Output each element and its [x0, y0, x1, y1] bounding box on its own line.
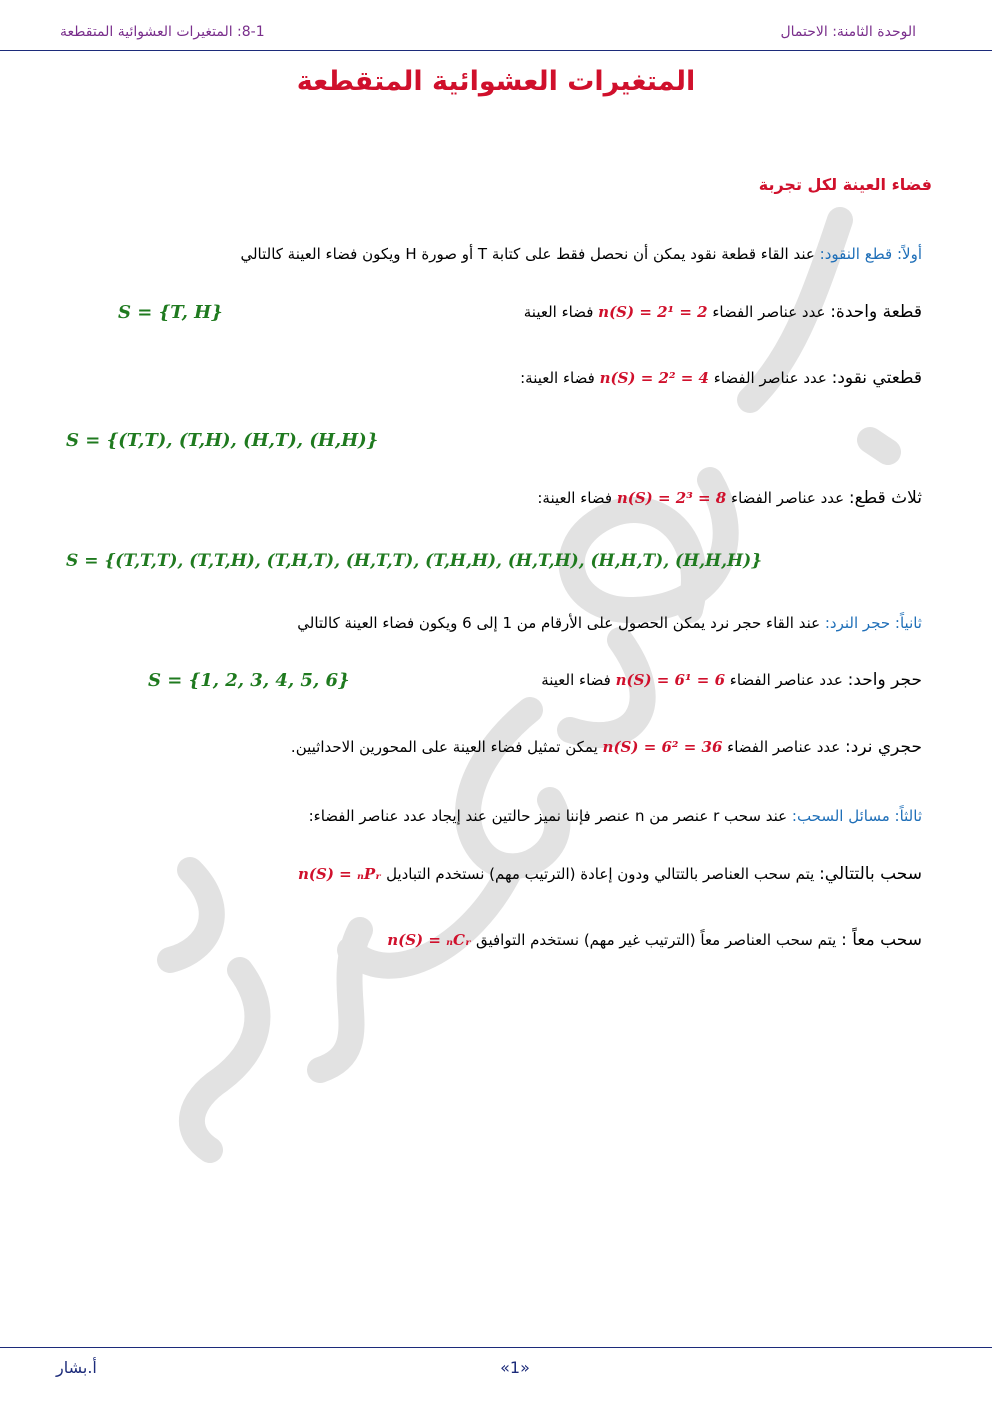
footer-rule — [0, 1347, 992, 1348]
dice-one-label: حجر واحد: — [847, 670, 922, 690]
coins-two-line — [60, 368, 922, 388]
dice-intro: عند القاء حجر نرد يمكن الحصول على الأرقام من 1 إلى 6 ويكون فضاء العينة كالتالي — [297, 614, 821, 632]
dice-one-set: S = {1, 2, 3, 4, 5, 6} — [148, 670, 350, 691]
coins-two-space-label: فضاء العينة: — [520, 369, 595, 387]
draw-together-label: سحب معاً : — [841, 930, 922, 950]
dice-one-formula: n(S) = 6¹ = 6 — [615, 671, 726, 689]
coins-three-space-label: فضاء العينة: — [537, 489, 613, 507]
coins-two-formula: n(S) = 2² = 4 — [599, 369, 709, 387]
dice-two-line — [60, 737, 922, 757]
coins-three-label: ثلاث قطع: — [848, 488, 922, 508]
page-title: المتغيرات العشوائية المتقطعة — [296, 66, 696, 97]
dice-two-formula: n(S) = 6² = 36 — [602, 738, 723, 756]
coins-one-space-label: فضاء العينة — [523, 303, 594, 321]
draw-together-formula: n(S) = ₙCᵣ — [387, 931, 472, 949]
draw-sequential-line — [60, 864, 922, 884]
dice-one-space-label: فضاء العينة — [541, 671, 611, 689]
coins-intro-line — [60, 245, 922, 263]
dice-two-note: يمكن تمثيل فضاء العينة على المحورين الاحداثيين. — [290, 738, 598, 756]
draw-heading: ثالثاً: مسائل السحب: — [791, 807, 922, 825]
draw-intro-line — [60, 807, 922, 825]
page-number: «1» — [500, 1358, 530, 1377]
draw-intro: عند سحب r عنصر من n عنصر فإننا نميز حالتين عند إيجاد عدد عناصر الفضاء: — [308, 807, 788, 825]
draw-together-line — [60, 930, 922, 950]
coins-three-set: S = {(T,T,T), (T,T,H), (T,H,T), (H,T,T), (T,H,H), (H,T,H), (H,H,T), (H,H,H)} — [66, 551, 763, 571]
coins-one-formula: n(S) = 2¹ = 2 — [598, 303, 708, 321]
header-rule — [0, 50, 992, 51]
coins-intro: عند القاء قطعة نقود يمكن أن نحصل فقط على كتابة T أو صورة H ويكون فضاء العينة كالتالي — [240, 245, 815, 263]
draw-together-text: يتم سحب العناصر معاً (الترتيب غير مهم) نستخدم التوافيق — [475, 931, 837, 949]
coins-heading: أولاً: قطع النقود: — [819, 245, 922, 263]
coins-one-set: S = {T, H} — [118, 302, 223, 323]
footer-author: أ.بشار — [56, 1358, 97, 1377]
section-title: فضاء العينة لكل تجربة — [758, 175, 932, 194]
coins-one-label: قطعة واحدة: — [830, 302, 922, 322]
coins-two-label: قطعتي نقود: — [831, 368, 922, 388]
coins-three-line — [60, 488, 922, 508]
dice-heading: ثانياً: حجر النرد: — [824, 614, 922, 632]
draw-sequential-text: يتم سحب العناصر بالتتالي ودون إعادة (الترتيب مهم) نستخدم التباديل — [386, 865, 815, 883]
dice-two-label: حجري نرد: — [845, 737, 922, 757]
dice-one-count-text: عدد عناصر الفضاء — [729, 671, 843, 689]
coins-one-count-text: عدد عناصر الفضاء — [712, 303, 826, 321]
coins-three-formula: n(S) = 2³ = 8 — [616, 489, 727, 507]
coins-three-count-text: عدد عناصر الفضاء — [731, 489, 845, 507]
dice-intro-line — [60, 614, 922, 632]
coins-two-set: S = {(T,T), (T,H), (H,T), (H,H)} — [66, 430, 379, 451]
draw-sequential-label: سحب بالتتالي: — [819, 864, 922, 884]
draw-sequential-formula: n(S) = ₙPᵣ — [298, 865, 382, 883]
header-lesson: 8-1: المتغيرات العشوائية المتقطعة — [60, 24, 265, 40]
coins-two-count-text: عدد عناصر الفضاء — [713, 369, 827, 387]
dice-two-count-text: عدد عناصر الفضاء — [727, 738, 841, 756]
header-unit: الوحدة الثامنة: الاحتمال — [780, 24, 916, 40]
